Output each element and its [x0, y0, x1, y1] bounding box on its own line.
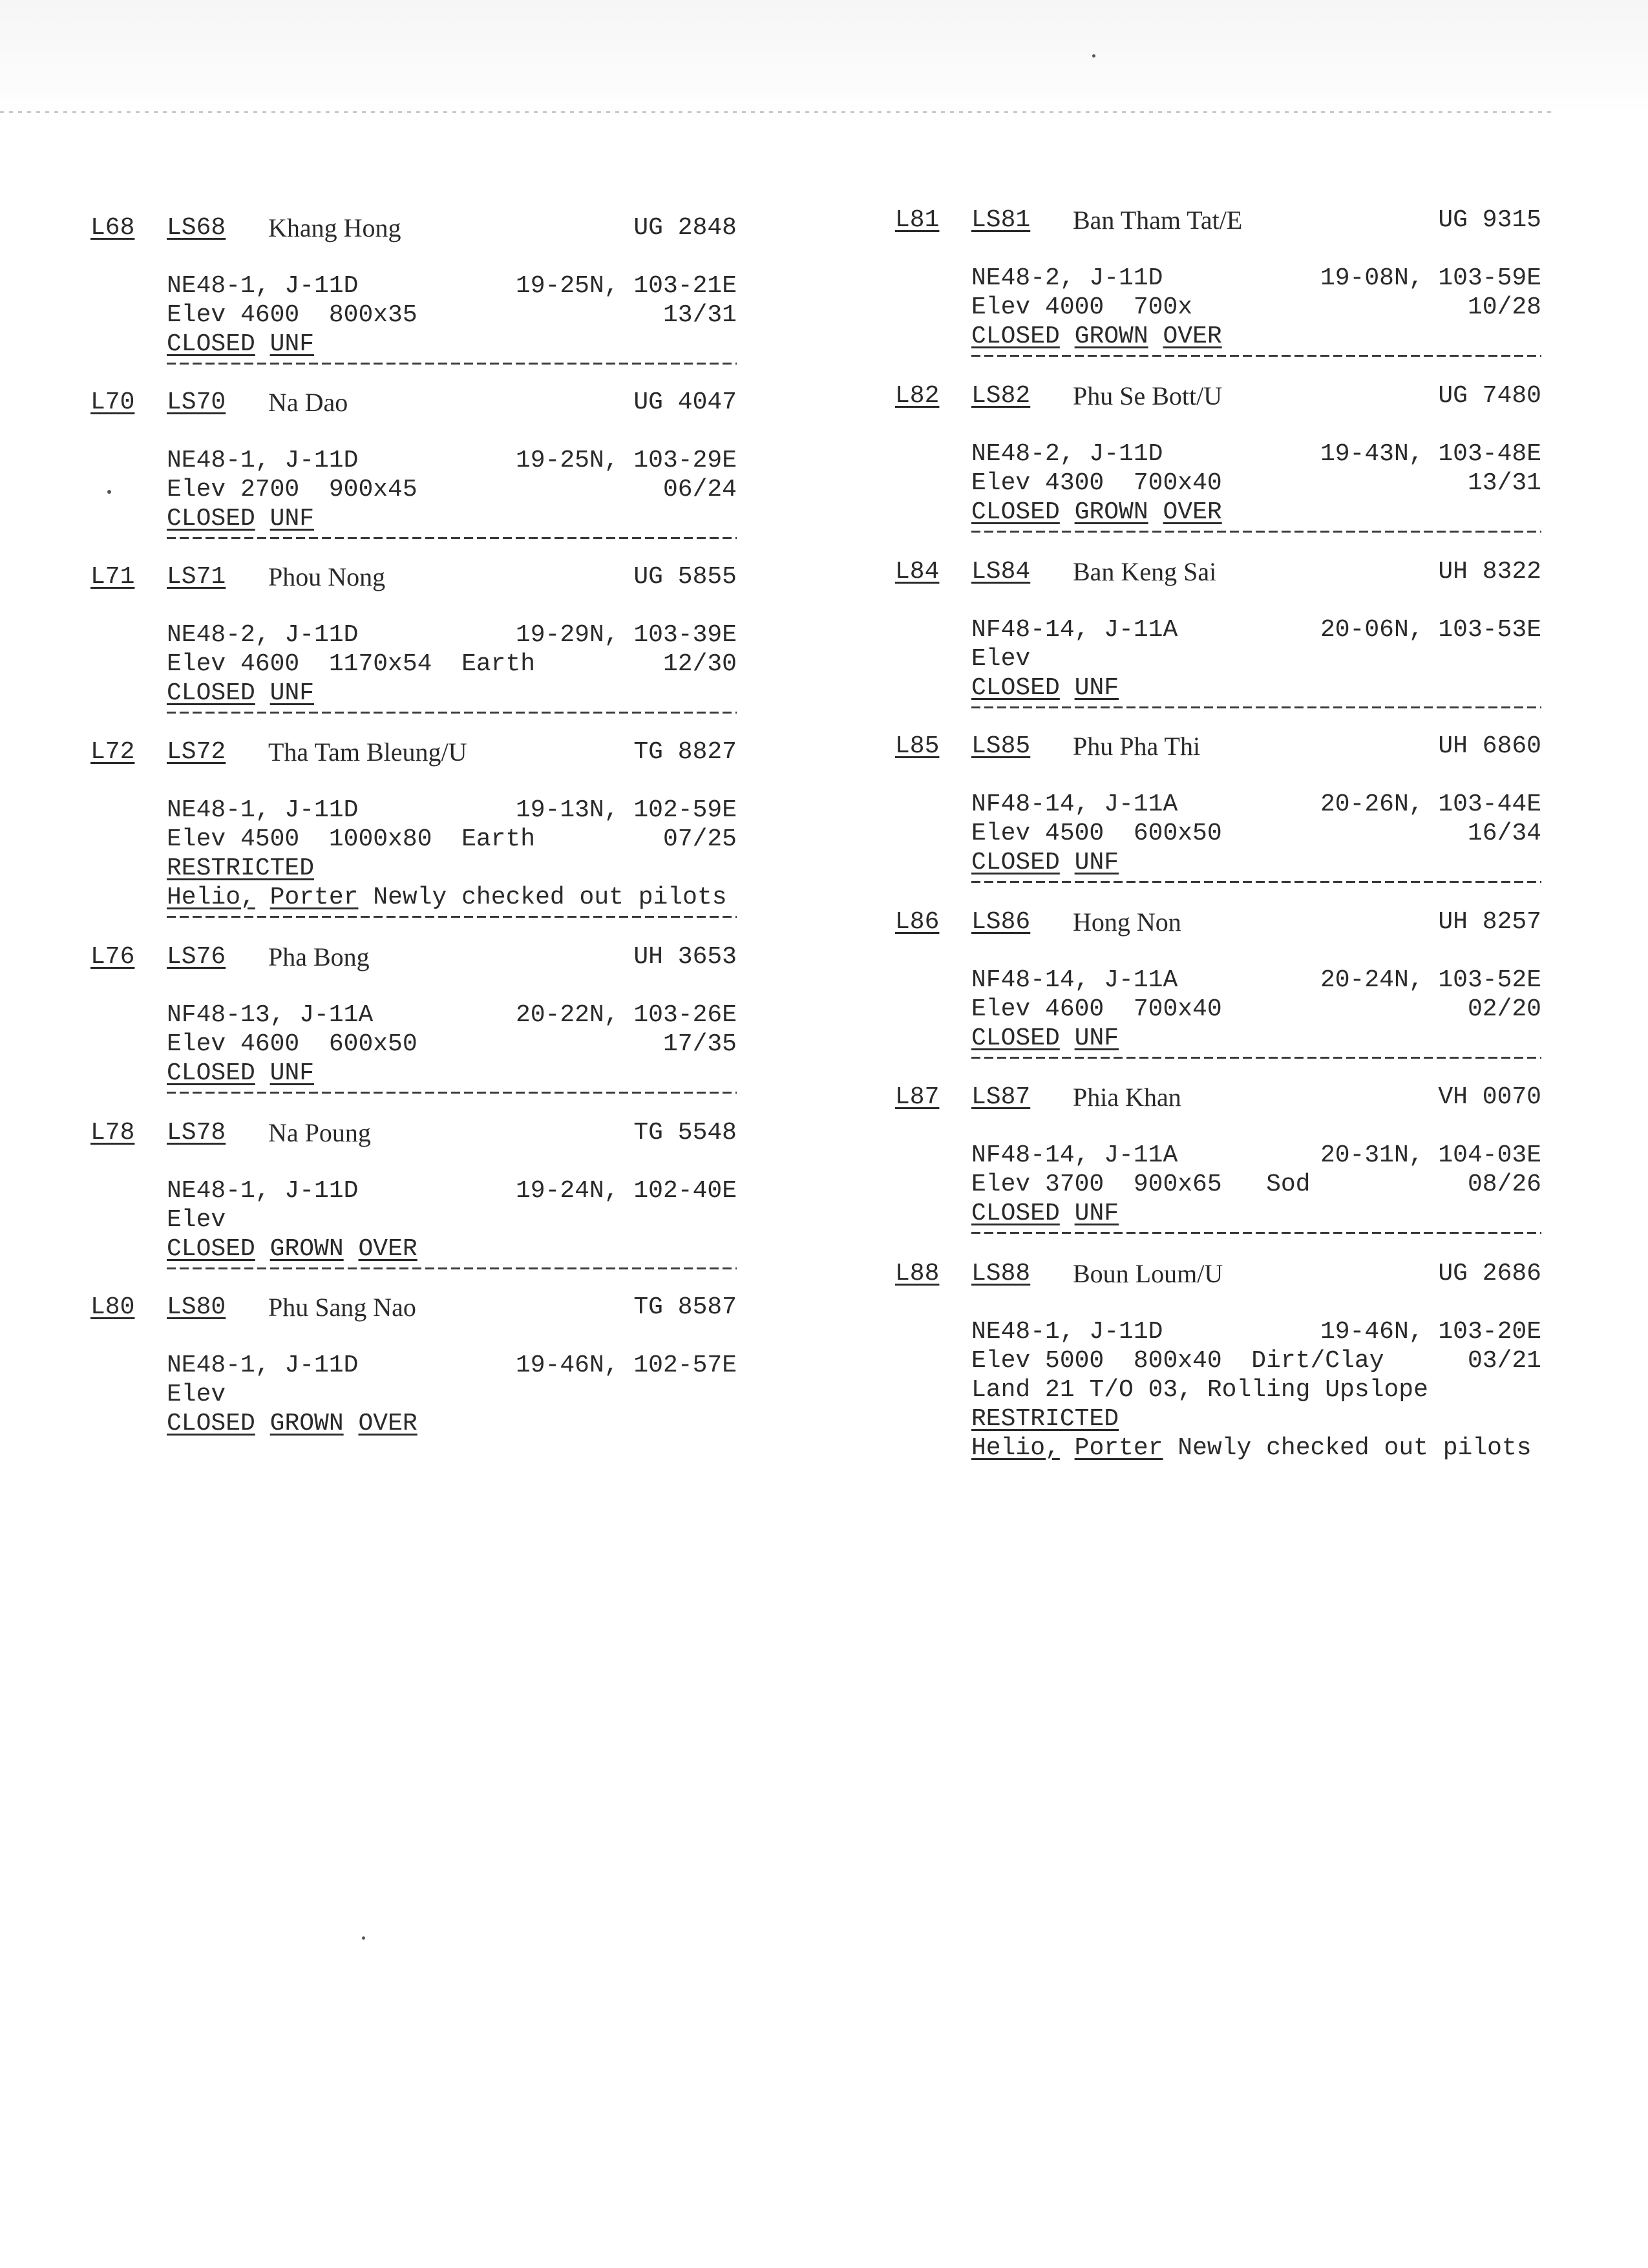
- site-l-number: L80: [90, 1293, 135, 1321]
- elevation-dimensions: Elev 4600 600x50: [167, 1030, 417, 1058]
- site-l-number: L85: [895, 732, 940, 760]
- elevation-dimensions: Elev 4600 700x40: [971, 995, 1222, 1023]
- dashed-divider: [971, 706, 1541, 708]
- status-text: [167, 1059, 314, 1088]
- dashed-divider: [971, 881, 1541, 883]
- grid-reference: TG 8587: [633, 1293, 737, 1321]
- status-line: [167, 679, 737, 708]
- status-word: CLOSED: [167, 330, 255, 358]
- status-word: UNF: [269, 679, 315, 707]
- pilot-note: Newly checked out pilots: [1178, 1434, 1532, 1462]
- elevation-dimensions: Elev: [167, 1206, 226, 1234]
- elevation-line: [167, 1380, 737, 1409]
- coordinates: 19-43N, 103-48E: [1320, 440, 1541, 468]
- aircraft-type: Porter: [1074, 1434, 1163, 1462]
- site-ls-number: LS78: [167, 1119, 226, 1147]
- status-line: [971, 1024, 1541, 1053]
- entry-header: [895, 381, 1541, 410]
- runway-heading: 12/30: [662, 650, 737, 678]
- map-sheet: NE48-2, J-11D: [971, 440, 1163, 468]
- status-word: CLOSED: [167, 1410, 255, 1437]
- site-name: Ban Tham Tat/E: [1073, 206, 1243, 235]
- status-text: [167, 1235, 417, 1264]
- site-ls-number: LS88: [971, 1260, 1031, 1288]
- elevation-dimensions: Elev 4500 600x50: [971, 820, 1222, 847]
- dashed-divider: [971, 531, 1541, 533]
- map-sheet: NE48-1, J-11D: [971, 1318, 1163, 1346]
- entry-header: [90, 213, 737, 242]
- status-text: [167, 504, 314, 533]
- map-sheet: NF48-14, J-11A: [971, 790, 1178, 818]
- map-sheet-line: [167, 271, 737, 301]
- status-line: [167, 854, 737, 883]
- site-name: Hong Non: [1073, 907, 1181, 937]
- scan-speck: [362, 1936, 365, 1940]
- runway-heading: 06/24: [662, 476, 737, 503]
- status-line: [167, 1235, 737, 1264]
- elevation-line: [971, 1170, 1541, 1199]
- grid-reference: VH 0070: [1438, 1083, 1541, 1111]
- site-l-number: L82: [895, 382, 940, 410]
- site-l-number: L71: [90, 563, 135, 591]
- status-line: [167, 330, 737, 359]
- status-text: [971, 673, 1119, 703]
- grid-reference: UH 8257: [1438, 908, 1541, 936]
- entry-header: [90, 388, 737, 417]
- site-ls-number: LS68: [167, 214, 226, 242]
- site-name: Na Poung: [268, 1118, 371, 1147]
- elevation-line: [167, 475, 737, 504]
- site-name: Phu Pha Thi: [1073, 732, 1201, 761]
- map-sheet: NE48-1, J-11D: [167, 272, 359, 300]
- elevation-dimensions: Elev: [167, 1381, 226, 1408]
- runway-heading: 08/26: [1467, 1171, 1541, 1198]
- site-ls-number: LS76: [167, 943, 226, 971]
- coordinates: 19-25N, 103-21E: [515, 272, 737, 300]
- site-ls-number: LS86: [971, 908, 1031, 936]
- runway-heading: 13/31: [662, 301, 737, 329]
- status-word: GROWN: [1074, 323, 1148, 350]
- status-word: UNF: [1074, 1200, 1119, 1227]
- coordinates: 19-46N, 103-20E: [1320, 1318, 1541, 1346]
- site-name: Phou Nong: [268, 562, 386, 591]
- runway-heading: 07/25: [662, 825, 737, 853]
- grid-reference: UH 3653: [633, 943, 737, 971]
- status-line: [167, 1409, 737, 1438]
- status-word: GROWN: [269, 1235, 344, 1263]
- map-sheet-line: [971, 790, 1541, 819]
- site-ls-number: LS82: [971, 382, 1031, 410]
- elevation-dimensions: Elev 5000 800x40 Dirt/Clay: [971, 1347, 1384, 1375]
- status-word: OVER: [1163, 498, 1222, 526]
- site-name: Ban Keng Sai: [1073, 557, 1217, 586]
- grid-reference: UG 4047: [633, 388, 737, 416]
- coordinates: 19-08N, 103-59E: [1320, 264, 1541, 292]
- coordinates: 20-24N, 103-52E: [1320, 966, 1541, 994]
- site-name: Phu Se Bott/U: [1073, 381, 1223, 410]
- grid-reference: UG 5855: [633, 563, 737, 591]
- elevation-line: [167, 1030, 737, 1059]
- coordinates: 19-24N, 102-40E: [515, 1177, 737, 1205]
- coordinates: 20-31N, 104-03E: [1320, 1141, 1541, 1169]
- elevation-dimensions: Elev 4300 700x40: [971, 469, 1222, 497]
- status-word: GROWN: [1074, 498, 1148, 526]
- dashed-divider: [971, 1057, 1541, 1059]
- entry-header: [895, 206, 1541, 235]
- elevation-line: [971, 1346, 1541, 1375]
- landing-note: [971, 1375, 1541, 1404]
- site-ls-number: LS85: [971, 732, 1031, 760]
- runway-heading: 02/20: [1467, 995, 1541, 1023]
- status-word: RESTRICTED: [167, 854, 315, 882]
- map-sheet: NE48-1, J-11D: [167, 1177, 359, 1205]
- status-text: [167, 1409, 417, 1438]
- elevation-line: [971, 995, 1541, 1024]
- entry-header: [90, 1118, 737, 1147]
- status-word: CLOSED: [167, 1059, 255, 1087]
- elevation-dimensions: Elev 4000 700x: [971, 293, 1193, 321]
- elevation-line: [167, 1205, 737, 1235]
- site-name: Tha Tam Bleung/U: [268, 737, 467, 767]
- scan-top-shadow: [0, 0, 1648, 116]
- pilot-note: Newly checked out pilots: [373, 884, 727, 911]
- site-ls-number: LS71: [167, 563, 226, 591]
- map-sheet-line: [167, 1176, 737, 1205]
- coordinates: 19-46N, 102-57E: [515, 1351, 737, 1379]
- dashed-divider: [167, 363, 737, 365]
- map-sheet-line: [971, 1317, 1541, 1346]
- map-sheet-line: [971, 264, 1541, 293]
- coordinates: 19-29N, 103-39E: [515, 621, 737, 649]
- page-fold-line: [0, 111, 1551, 113]
- site-l-number: L81: [895, 206, 940, 234]
- aircraft-note: [167, 883, 737, 912]
- site-ls-number: LS70: [167, 388, 226, 416]
- site-name: Khang Hong: [268, 213, 401, 242]
- status-word: UNF: [1074, 1024, 1119, 1052]
- elevation-line: [971, 469, 1541, 498]
- coordinates: 20-26N, 103-44E: [1320, 790, 1541, 818]
- coordinates: 20-22N, 103-26E: [515, 1001, 737, 1029]
- grid-reference: UG 2686: [1438, 1260, 1541, 1288]
- elevation-dimensions: Elev 4600 800x35: [167, 301, 417, 329]
- site-l-number: L76: [90, 943, 135, 971]
- site-l-number: L72: [90, 738, 135, 766]
- map-sheet-line: [971, 966, 1541, 995]
- site-ls-number: LS80: [167, 1293, 226, 1321]
- status-word: RESTRICTED: [971, 1405, 1119, 1433]
- site-name: Boun Loum/U: [1073, 1259, 1223, 1288]
- site-name: Pha Bong: [268, 942, 370, 971]
- status-text: [167, 854, 314, 883]
- site-ls-number: LS84: [971, 558, 1031, 586]
- map-sheet-line: [167, 796, 737, 825]
- status-text: [971, 1404, 1119, 1434]
- status-word: CLOSED: [167, 1235, 255, 1263]
- entry-header: [895, 907, 1541, 937]
- scan-speck: [107, 490, 111, 494]
- status-word: CLOSED: [167, 505, 255, 533]
- aircraft-type: Porter: [269, 884, 359, 911]
- entry-header: [895, 1259, 1541, 1288]
- entry-header: [90, 942, 737, 971]
- scan-speck: [1092, 54, 1095, 58]
- status-text: [971, 1024, 1119, 1053]
- elevation-dimensions: Elev 4500 1000x80 Earth: [167, 825, 536, 853]
- status-line: [971, 848, 1541, 877]
- aircraft-note: [971, 1434, 1541, 1463]
- site-ls-number: LS72: [167, 738, 226, 766]
- status-word: GROWN: [269, 1410, 344, 1437]
- elevation-dimensions: Elev 4600 1170x54 Earth: [167, 650, 536, 678]
- status-line: [971, 322, 1541, 351]
- grid-reference: TG 8827: [633, 738, 737, 766]
- status-word: CLOSED: [971, 1024, 1060, 1052]
- runway-heading: 16/34: [1467, 820, 1541, 847]
- status-word: UNF: [1074, 849, 1119, 876]
- status-line: [971, 498, 1541, 527]
- map-sheet: NE48-2, J-11D: [971, 264, 1163, 292]
- dashed-divider: [167, 1267, 737, 1269]
- status-line: [971, 1199, 1541, 1228]
- coordinates: 19-25N, 103-29E: [515, 447, 737, 474]
- site-ls-number: LS87: [971, 1083, 1031, 1111]
- dashed-divider: [167, 916, 737, 918]
- entry-header: [895, 732, 1541, 761]
- runway-heading: 03/21: [1467, 1347, 1541, 1375]
- entry-header: [895, 1083, 1541, 1112]
- dashed-divider: [167, 537, 737, 539]
- site-l-number: L70: [90, 388, 135, 416]
- elevation-line: [167, 825, 737, 854]
- dashed-divider: [971, 1232, 1541, 1234]
- status-text: [167, 679, 314, 708]
- site-l-number: L68: [90, 214, 135, 242]
- status-word: OVER: [358, 1410, 417, 1437]
- grid-reference: UH 6860: [1438, 732, 1541, 760]
- status-line: [971, 1404, 1541, 1434]
- status-word: OVER: [358, 1235, 417, 1263]
- elevation-line: [167, 301, 737, 330]
- status-line: [167, 1059, 737, 1088]
- aircraft-note-text: [167, 883, 727, 912]
- status-word: UNF: [1074, 674, 1119, 702]
- elevation-line: [167, 650, 737, 679]
- map-sheet-line: [971, 440, 1541, 469]
- map-sheet: NE48-1, J-11D: [167, 1351, 359, 1379]
- status-text: [971, 498, 1222, 527]
- landing-note-text: Land 21 T/O 03, Rolling Upslope: [971, 1376, 1428, 1404]
- map-sheet: NE48-1, J-11D: [167, 447, 359, 474]
- status-word: OVER: [1163, 323, 1222, 350]
- site-name: Phia Khan: [1073, 1083, 1181, 1112]
- aircraft-note-text: [971, 1434, 1532, 1463]
- map-sheet: NF48-14, J-11A: [971, 616, 1178, 644]
- site-l-number: L87: [895, 1083, 940, 1111]
- dashed-divider: [971, 355, 1541, 357]
- map-sheet-line: [167, 1001, 737, 1030]
- status-word: CLOSED: [971, 674, 1060, 702]
- site-l-number: L84: [895, 558, 940, 586]
- entry-header: [895, 557, 1541, 586]
- map-sheet: NF48-14, J-11A: [971, 1141, 1178, 1169]
- runway-heading: 13/31: [1467, 469, 1541, 497]
- elevation-line: [971, 293, 1541, 322]
- site-l-number: L88: [895, 1260, 940, 1288]
- elevation-line: [971, 644, 1541, 673]
- status-text: [971, 848, 1119, 877]
- status-word: CLOSED: [971, 498, 1060, 526]
- map-sheet-line: [971, 1141, 1541, 1170]
- site-name: Na Dao: [268, 388, 348, 417]
- status-word: UNF: [269, 330, 315, 358]
- map-sheet: NE48-1, J-11D: [167, 796, 359, 824]
- map-sheet-line: [167, 620, 737, 650]
- entry-header: [90, 1293, 737, 1322]
- map-sheet: NF48-13, J-11A: [167, 1001, 374, 1029]
- site-l-number: L86: [895, 908, 940, 936]
- status-text: [971, 1199, 1119, 1228]
- status-word: CLOSED: [971, 1200, 1060, 1227]
- runway-heading: 10/28: [1467, 293, 1541, 321]
- elevation-dimensions: Elev 3700 900x65 Sod: [971, 1171, 1311, 1198]
- grid-reference: UG 7480: [1438, 382, 1541, 410]
- elevation-line: [971, 819, 1541, 848]
- entry-header: [90, 737, 737, 767]
- elevation-dimensions: Elev 2700 900x45: [167, 476, 417, 503]
- runway-heading: 17/35: [662, 1030, 737, 1058]
- map-sheet-line: [971, 615, 1541, 644]
- map-sheet: NE48-2, J-11D: [167, 621, 359, 649]
- coordinates: 20-06N, 103-53E: [1320, 616, 1541, 644]
- status-line: [971, 673, 1541, 703]
- status-word: UNF: [269, 505, 315, 533]
- map-sheet-line: [167, 446, 737, 475]
- coordinates: 19-13N, 102-59E: [515, 796, 737, 824]
- grid-reference: UH 8322: [1438, 558, 1541, 586]
- dashed-divider: [167, 1092, 737, 1094]
- grid-reference: TG 5548: [633, 1119, 737, 1147]
- grid-reference: UG 2848: [633, 214, 737, 242]
- status-text: [167, 330, 314, 359]
- status-word: CLOSED: [971, 849, 1060, 876]
- grid-reference: UG 9315: [1438, 206, 1541, 234]
- site-l-number: L78: [90, 1119, 135, 1147]
- aircraft-type: Helio,: [167, 884, 255, 911]
- status-line: [167, 504, 737, 533]
- dashed-divider: [167, 712, 737, 714]
- site-ls-number: LS81: [971, 206, 1031, 234]
- status-text: [971, 322, 1222, 351]
- status-word: CLOSED: [971, 323, 1060, 350]
- status-word: UNF: [269, 1059, 315, 1087]
- map-sheet-line: [167, 1351, 737, 1380]
- entry-header: [90, 562, 737, 591]
- status-word: CLOSED: [167, 679, 255, 707]
- aircraft-type: Helio,: [971, 1434, 1060, 1462]
- site-name: Phu Sang Nao: [268, 1293, 416, 1322]
- map-sheet: NF48-14, J-11A: [971, 966, 1178, 994]
- elevation-dimensions: Elev: [971, 645, 1031, 673]
